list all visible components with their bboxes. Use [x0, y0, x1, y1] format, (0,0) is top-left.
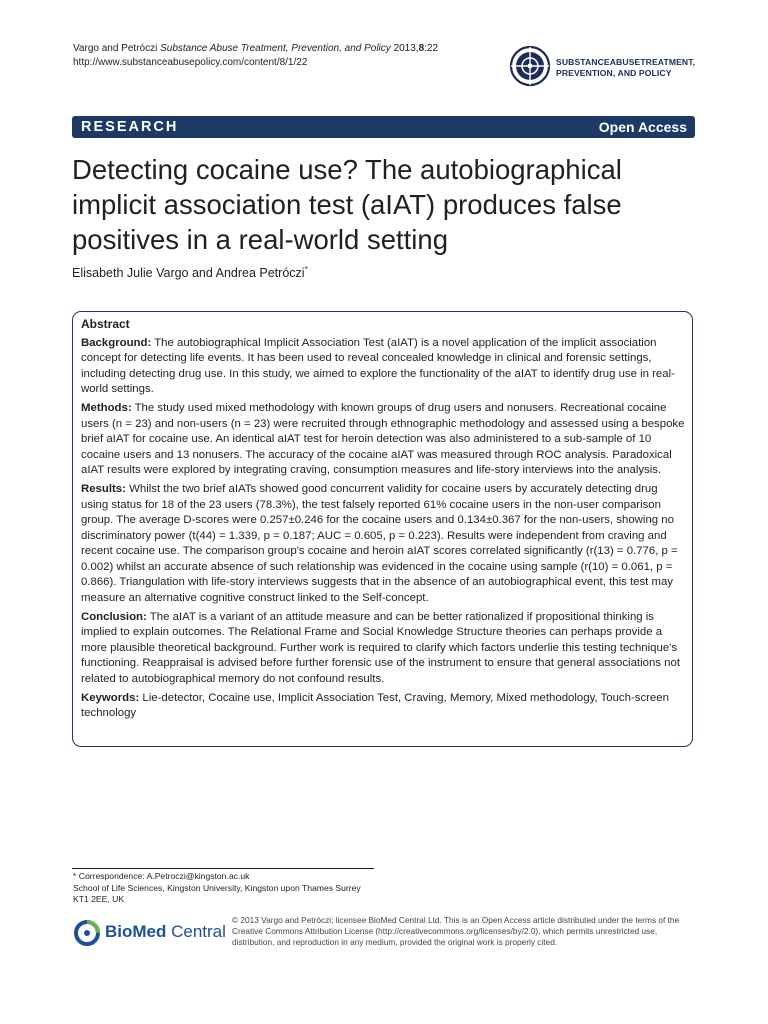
author-names: Elisabeth Julie Vargo and Andrea Petróczi: [72, 266, 305, 281]
research-label: RESEARCH: [81, 119, 179, 135]
journal-logo: [508, 44, 698, 94]
biomed-wordmark-rest: Central: [166, 922, 226, 941]
research-banner: [72, 116, 695, 138]
license-statement: © 2013 Vargo and Petróczi; licensee BioMed Central Ltd. This is an Open Access article distributed under the terms of the Creative Commons Attribution License (http://creativecommons.org/licenses/by/2.0), which permits unrestricted use, distribution, and reproduction in any medium, provided the original work is properly cited.: [232, 915, 680, 948]
abstract-section-text: The aIAT is a variant of an attitude measure and can be better rationalized if propositional thinking is implied to explain outcomes. The Relational Frame and Social Knowledge Structure theories can perhaps provide a more plausible theoretical background. Further work is required to clarify which factors underlie this testing technique's functioning. Reappraisal is advised before further forensic use of the instrument to ensure that general associations not related to autobiographical memory do not confound results.: [81, 610, 680, 685]
abstract-heading: Abstract: [81, 317, 130, 331]
article-authors: [72, 265, 308, 280]
citation-header: [73, 42, 438, 70]
citation-volume: 8: [418, 43, 425, 54]
abstract-results: [81, 482, 686, 606]
abstract-section-text: Lie-detector, Cocaine use, Implicit Association Test, Craving, Memory, Mixed methodology, Touch-screen technology: [81, 691, 669, 719]
abstract-background: [81, 336, 686, 398]
citation-journal: Substance Abuse Treatment, Prevention, and Policy: [160, 43, 391, 54]
journal-logo-text: [556, 57, 695, 78]
biomed-swirl-icon: [73, 918, 103, 948]
affiliation-line1: School of Life Sciences, Kingston University, Kingston upon Thames Surrey: [73, 882, 361, 893]
citation-authors: Vargo and Petróczi: [73, 43, 158, 54]
correspondence-email: * Correspondence: A.Petroczi@kingston.ac.uk: [73, 871, 250, 881]
abstract-section-label: Conclusion:: [81, 610, 147, 623]
journal-emblem-icon: [508, 44, 552, 88]
abstract-methods: [81, 401, 686, 479]
abstract-section-label: Results:: [81, 483, 126, 495]
article-url[interactable]: http://www.substanceabusepolicy.com/content/8/1/22: [73, 57, 308, 68]
affiliation-line2: KT1 2EE, UK: [73, 894, 125, 904]
citation-article: :22: [424, 43, 439, 54]
footnote-divider: [72, 868, 374, 869]
abstract-section-text: The autobiographical Implicit Association Test (aIAT) is a novel application of the implicit association concept for detecting life events. It has been used to reveal concealed knowledge in clinical and forensic settings, including detecting drug use. In this study, we aimed to explore the functionality of the aIAT to identify drug use in real-world settings.: [81, 336, 675, 395]
abstract-section-label: Keywords:: [81, 691, 140, 704]
open-access-label: Open Access: [598, 119, 687, 135]
abstract-section-label: Background:: [81, 336, 152, 349]
abstract-conclusion: [81, 610, 686, 688]
corresponding-author-mark: *: [304, 265, 308, 274]
biomed-wordmark: [105, 922, 226, 942]
citation-year: 2013,: [393, 43, 419, 54]
abstract-keywords: [81, 691, 686, 722]
abstract-section-text: The study used mixed methodology with known groups of drug users and nonusers. Recreational cocaine users (n = 23) and non-users (n = 23) were recruited through ethnographic methodology and assessed using a bespoke brief aIAT for cocaine use. An identical aIAT test for heroin detection was also administered to a sub-sample of 10 cocaine users and 13 nonusers. The accuracy of the cocaine aIAT was measured through ROC analysis. Paradoxical aIAT results were explored by integrating craving, consumption measures and life-story interviews into the analysis.: [81, 402, 685, 476]
biomed-central-logo: [73, 918, 233, 948]
correspondence-footnote: [73, 871, 383, 906]
abstract-section-text: Whilst the two brief aIATs showed good concurrent validity for cocaine users by accurately detecting drug using status for 18 of the 23 users (78.3%), the test falsely reported 61% cocaine users in the non-user comparison group. The average D-scores were 0.257±0.246 for the cocaine users and 0.134±0.367 for the non-users, showing no discriminatory power (t(44) = 1.339, p = 0.187; AUC = 0.605, p = 0.223). Results were independent from craving and recent cocaine use. The comparison group's cocaine and heroin aIAT scores correlated significantly (r(13) = 0.776, p = 0.002) whilst an accurate absence of such relationship was evidenced in the cocaine using sample (r(10) = 0.061, p = 0.866). Triangulation with life-story interviews suggests that in the absence of an autobiographical event, this test may measure an alternative cognitive construct linked to the Self-concept.: [81, 483, 678, 604]
journal-logo-line2: PREVENTION, AND POLICY: [556, 67, 672, 78]
biomed-wordmark-bold: BioMed: [105, 922, 167, 941]
abstract-content: [81, 317, 686, 725]
journal-logo-line1: SUBSTANCEABUSETREATMENT,: [556, 57, 696, 67]
article-title: Detecting cocaine use? The autobiographical implicit association test (aIAT) produces false positives in a real-world setting: [72, 154, 622, 255]
abstract-section-label: Methods:: [81, 402, 132, 414]
